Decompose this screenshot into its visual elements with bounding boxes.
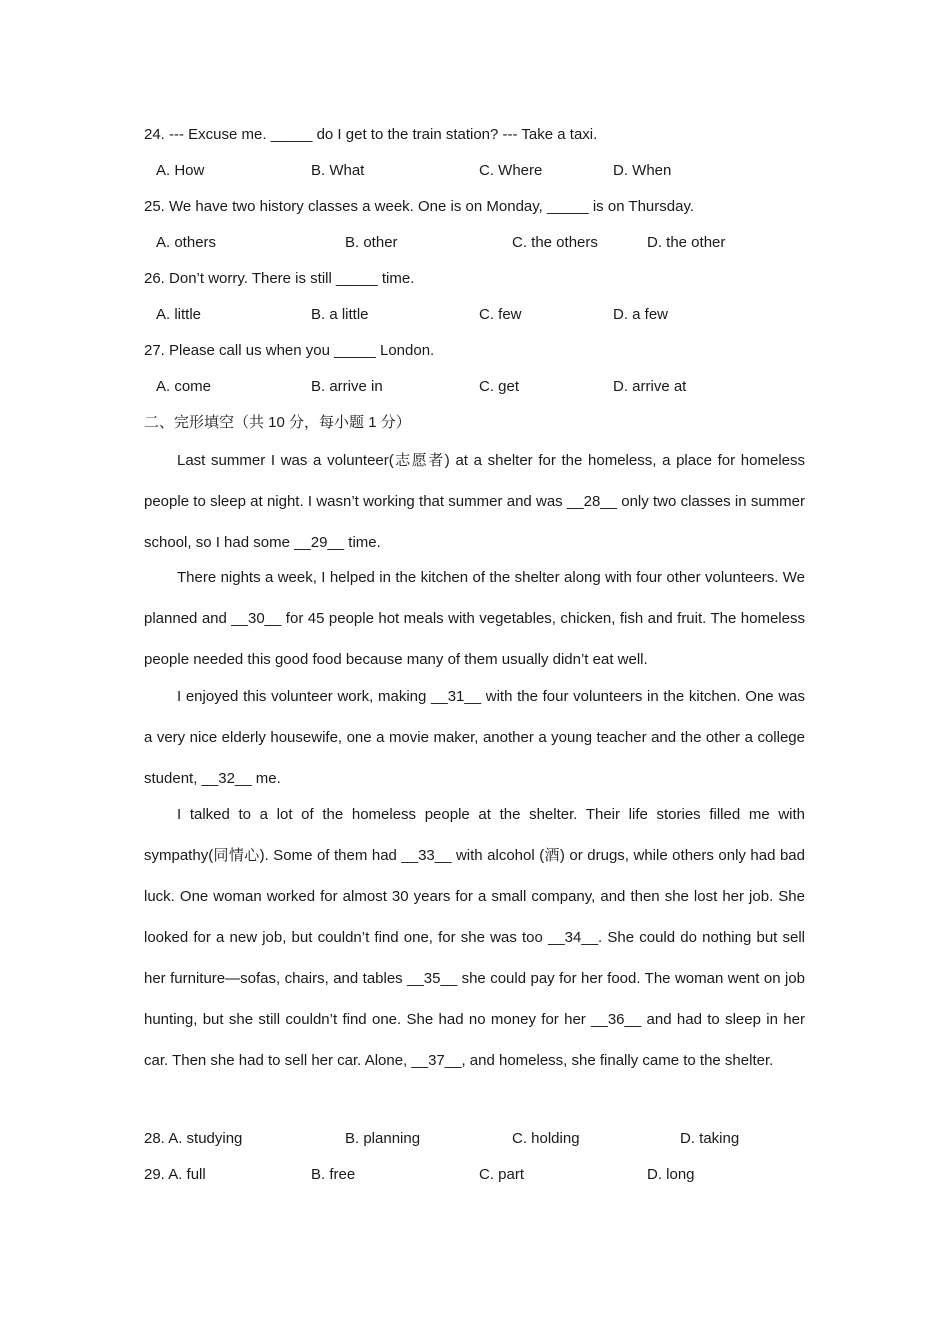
question-24-stem: 24. --- Excuse me. _____ do I get to the train station? --- Take a taxi. bbox=[144, 126, 598, 143]
q26-option-c: C. few bbox=[479, 306, 522, 323]
q27-option-a: A. come bbox=[156, 378, 212, 395]
question-27-stem: 27. Please call us when you _____ London. bbox=[144, 342, 435, 359]
q27-option-b: B. arrive in bbox=[311, 378, 383, 395]
q26-option-d: D. a few bbox=[613, 306, 669, 323]
q26-option-a: A. little bbox=[156, 306, 202, 323]
q29-option-c: C. part bbox=[479, 1166, 525, 1183]
passage-paragraph-1: Last summer I was a volunteer(志愿者) at a shelter for the homeless, a place for homeless people to sleep at night. I wasn’t working that summer and was __28__ only two classes in summer school, so I had some __29__ time. bbox=[144, 452, 805, 551]
q25-option-c: C. the others bbox=[512, 234, 598, 251]
q24-option-a: A. How bbox=[156, 162, 205, 179]
question-26-stem: 26. Don’t worry. There is still _____ time. bbox=[144, 270, 415, 287]
q24-option-d: D. When bbox=[613, 162, 672, 179]
q29-option-b: B. free bbox=[311, 1166, 356, 1183]
q24-option-b: B. What bbox=[311, 162, 365, 179]
q26-option-b: B. a little bbox=[311, 306, 369, 323]
passage-paragraph-3: I enjoyed this volunteer work, making __31__ with the four volunteers in the kitchen. One was a very nice elderly housewife, one a movie maker, another a young teacher and the other a college student, __32__ me. bbox=[144, 688, 805, 787]
q27-option-d: D. arrive at bbox=[613, 378, 687, 395]
q25-option-a: A. others bbox=[156, 234, 217, 251]
q28-option-d: D. taking bbox=[680, 1130, 740, 1147]
q27-option-c: C. get bbox=[479, 378, 520, 395]
q25-option-b: B. other bbox=[345, 234, 398, 251]
question-25-stem: 25. We have two history classes a week. One is on Monday, _____ is on Thursday. bbox=[144, 198, 695, 215]
q28-option-b: B. planning bbox=[345, 1130, 421, 1147]
q29-option-d: D. long bbox=[647, 1166, 695, 1183]
q28-option-c: C. holding bbox=[512, 1130, 580, 1147]
q25-option-d: D. the other bbox=[647, 234, 726, 251]
q28-option-a: 28. A. studying bbox=[144, 1130, 243, 1147]
section-heading: 二、完形填空（共 10 分，每小题 1 分） bbox=[144, 414, 411, 431]
q29-option-a: 29. A. full bbox=[144, 1166, 206, 1183]
passage-paragraph-4: I talked to a lot of the homeless people at the shelter. Their life stories filled me with sympathy(同情心). Some of them had __33__ with alcohol (酒) or drugs, while others only had bad luck. One woman worked for almost 30 years for a small company, and then she lost her job. She looked for a new job, but couldn’t find one, for she was too __34__. She could do nothing but sell her furniture—sofas, chairs, and tables __35__ she could pay for her food. The woman went on job hunting, but she still couldn’t find one. She had no money for her __36__ and had to sleep in her car. Then she had to sell her car. Alone, __37__, and homeless, she finally came to the shelter. bbox=[144, 806, 805, 1069]
passage-paragraph-2: There nights a week, I helped in the kitchen of the shelter along with four other volunteers. We planned and __30__ for 45 people hot meals with vegetables, chicken, fish and fruit. The homeless people needed this good food because many of them usually didn’t eat well. bbox=[144, 569, 805, 668]
q24-option-c: C. Where bbox=[479, 162, 543, 179]
